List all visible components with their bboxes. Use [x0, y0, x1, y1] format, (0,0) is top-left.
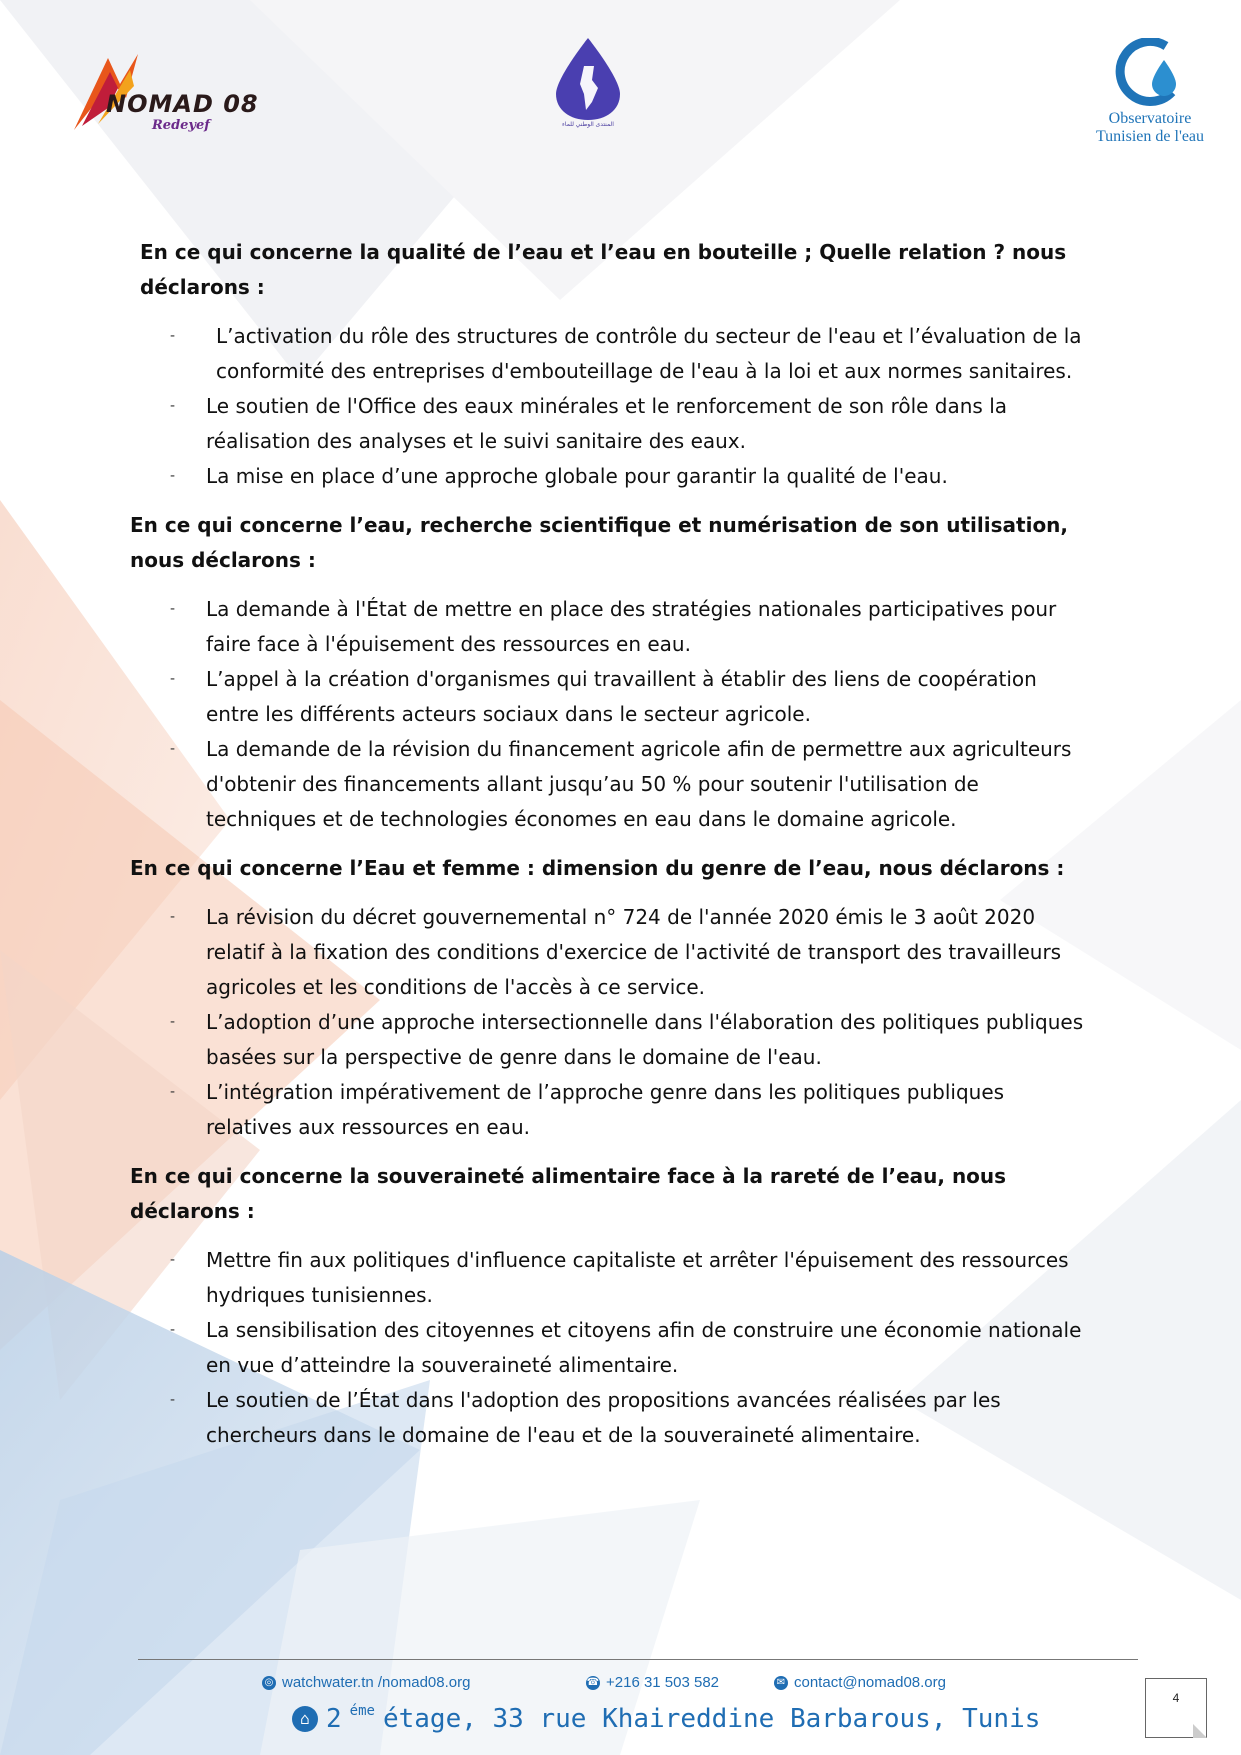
list-item-text: La sensibilisation des citoyennes et citoyens afin de construire une économie nationale en vue d’atteindre la souveraineté alimentaire. — [206, 1318, 1082, 1377]
list-item-text: Le soutien de l'Office des eaux minérales et le renforcement de son rôle dans la réalisation des analyses et le suivi sanitaire des eaux. — [206, 394, 1008, 453]
bullet-dash: - — [170, 741, 176, 757]
list-item-text: L’appel à la création d'organismes qui travaillent à établir des liens de coopération entre les différents acteurs sociaux dans le secteur agricole. — [206, 667, 1037, 726]
list-item — [130, 1005, 1090, 1075]
list-item — [130, 319, 1090, 389]
water-drop-icon — [548, 36, 628, 122]
list-item-text: L’adoption d’une approche intersectionnelle dans l'élaboration des politiques publiques basées sur la perspective de genre dans le domaine de l'eau. — [206, 1010, 1084, 1069]
observatoire-line2: Tunisien de l'eau — [1095, 128, 1205, 145]
list-item-text: L’intégration impérativement de l’approche genre dans les politiques publiques relatives aux ressources en eau. — [206, 1080, 1005, 1139]
observatoire-line1: Observatoire — [1108, 110, 1192, 127]
phone-icon: ☎ — [586, 1676, 600, 1688]
bullet-dash: - — [170, 601, 176, 617]
bullet-dash: - — [170, 909, 176, 925]
forum-logo-caption: المنتدى الوطني للماء — [562, 122, 614, 128]
footer-web[interactable] — [262, 1674, 470, 1691]
bullet-dash: - — [170, 1392, 176, 1408]
nomad-sub: Redeyef — [152, 118, 210, 133]
bullet-dash: - — [170, 1252, 176, 1268]
list-item-text: La révision du décret gouvernemental n° 724 de l'année 2020 émis le 3 août 2020 relatif à la fixation des conditions d'exercice de l'activité de transport des travailleurs agricoles et les conditions de l'accès à ce service. — [206, 905, 1062, 999]
address-superscript: éme — [349, 1703, 375, 1719]
bullet-dash: - — [170, 1084, 176, 1100]
list-item — [130, 459, 1090, 494]
footer-email[interactable] — [774, 1674, 946, 1691]
bullet-dash: - — [170, 328, 176, 344]
address-text: étage, 33 rue Khaireddine Barbarous, Tunis — [382, 1704, 1041, 1734]
observatoire-drop-icon — [1080, 38, 1220, 108]
section-heading: En ce qui concerne la souveraineté alimentaire face à la rareté de l’eau, nous déclarons : — [130, 1164, 1007, 1223]
footer-web-text[interactable]: watchwater.tn /nomad08.org — [282, 1674, 471, 1691]
footer-address — [292, 1704, 1040, 1734]
list-item-text: La demande à l'État de mettre en place des stratégies nationales participatives pour faire face à l'épuisement des ressources en eau. — [206, 597, 1057, 656]
bullet-dash: - — [170, 1322, 176, 1338]
bullet-dash: - — [170, 398, 176, 414]
footer-email-text[interactable]: contact@nomad08.org — [794, 1674, 946, 1691]
list-item-text: La mise en place d’une approche globale pour garantir la qualité de l'eau. — [206, 464, 948, 488]
list-item — [130, 1313, 1090, 1383]
footer-phone[interactable] — [586, 1674, 719, 1691]
list-item-text: Mettre fin aux politiques d'influence capitaliste et arrêter l'épuisement des ressources hydriques tunisiennes. — [206, 1248, 1069, 1307]
page-fold-corner — [1193, 1724, 1207, 1738]
section-heading: En ce qui concerne l’eau, recherche scientifique et numérisation de son utilisation, nous déclarons : — [130, 513, 1069, 572]
bullet-dash: - — [170, 671, 176, 687]
section-list — [130, 592, 1090, 837]
globe-icon: ◎ — [262, 1676, 276, 1690]
list-item-text: L’activation du rôle des structures de contrôle du secteur de l'eau et l’évaluation de la conformité des entreprises d'embouteillage de l'eau à la loi et aux normes sanitaires. — [216, 324, 1082, 383]
bullet-dash: - — [170, 468, 176, 484]
list-item-text: La demande de la révision du financement agricole afin de permettre aux agriculteurs d'obtenir des financements allant jusqu’au 50 % pour soutenir l'utilisation de techniques et de technologies économes en eau dans le domaine agricole. — [206, 737, 1072, 831]
list-item — [130, 900, 1090, 1005]
nomad-name: NOMAD 08 — [106, 90, 259, 118]
header — [0, 0, 1241, 170]
bullet-dash: - — [170, 1014, 176, 1030]
list-item — [130, 732, 1090, 837]
mail-icon: ✉ — [774, 1676, 788, 1690]
forum-logo — [548, 36, 628, 146]
observatoire-logo — [1080, 38, 1220, 158]
list-item — [130, 1075, 1090, 1145]
section-list — [130, 319, 1090, 494]
section-list — [130, 900, 1090, 1145]
list-item — [130, 592, 1090, 662]
footer-phone-text[interactable]: +216 31 503 582 — [606, 1674, 720, 1691]
list-item — [130, 389, 1090, 459]
document-body — [130, 235, 1090, 1467]
list-item — [130, 662, 1090, 732]
home-icon: ⌂ — [292, 1706, 318, 1732]
footer-divider — [138, 1659, 1138, 1660]
list-item-text: Le soutien de l’État dans l'adoption des propositions avancées réalisées par les chercheurs dans le domaine de l'eau et de la souveraineté alimentaire. — [206, 1388, 1001, 1447]
observatoire-name — [1080, 110, 1220, 146]
section-list — [130, 1243, 1090, 1453]
nomad08-logo — [68, 48, 268, 138]
section-heading: En ce qui concerne l’Eau et femme : dimension du genre de l’eau, nous déclarons : — [130, 856, 1065, 880]
section-heading: En ce qui concerne la qualité de l’eau et l’eau en bouteille ; Quelle relation ? nous déclarons : — [140, 240, 1067, 299]
page-number: 4 — [1172, 1691, 1180, 1705]
list-item — [130, 1383, 1090, 1453]
list-item — [130, 1243, 1090, 1313]
address-number: 2 — [326, 1704, 342, 1734]
page-number-badge — [1145, 1678, 1207, 1738]
